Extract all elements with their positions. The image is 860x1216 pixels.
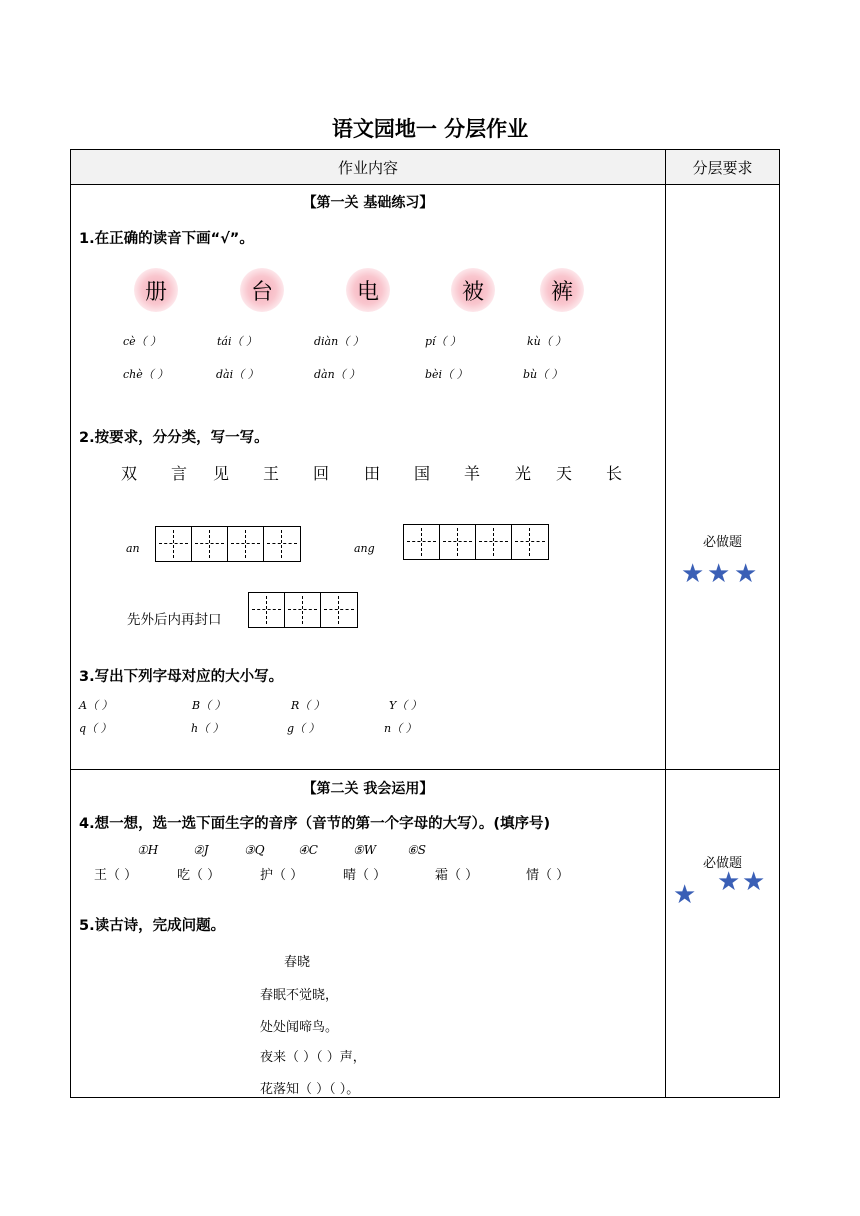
pinyin-option[interactable]: diàn（ ）	[314, 335, 364, 348]
sequence-blank[interactable]: 晴（ ）	[343, 868, 387, 883]
q2-char: 光	[515, 464, 532, 483]
level2-heading: 【第二关 我会运用】	[302, 781, 434, 797]
q2-char: 国	[414, 464, 431, 483]
pinyin-option[interactable]: dàn（ ）	[314, 368, 361, 381]
sequence-option: ③Q	[244, 843, 265, 857]
sequence-option: ⑥S	[407, 843, 426, 857]
flower-char-3: 电	[346, 268, 390, 312]
table-border-left	[70, 149, 71, 1098]
poem-line[interactable]: 花落知（ ）（ ）。	[260, 1082, 360, 1097]
flower-char-4: 被	[451, 268, 495, 312]
pinyin-option[interactable]: bù（ ）	[523, 368, 563, 381]
star-icon: ★	[681, 559, 705, 589]
sequence-option: ⑤W	[353, 843, 377, 857]
writing-grid-an[interactable]	[155, 526, 301, 562]
q2-prompt: 2.按要求，分分类，写一写。	[79, 430, 269, 446]
star-icon: ★	[734, 559, 758, 589]
table-border-bottom	[70, 1097, 780, 1098]
level2-requirement: 必做题	[702, 856, 742, 871]
poem-line: 春眠不觉晓，	[260, 988, 339, 1003]
table-border-mid	[70, 769, 780, 770]
pinyin-option[interactable]: bèi（ ）	[425, 368, 468, 381]
sequence-option: ①H	[137, 843, 159, 857]
flower-char-1: 册	[134, 268, 178, 312]
pinyin-option[interactable]: chè（ ）	[123, 368, 169, 381]
star-icon: ★	[707, 559, 731, 589]
letter-blank[interactable]: n（ ）	[384, 722, 417, 735]
writing-grid-ang[interactable]	[403, 524, 549, 560]
page-title: 语文园地一 分层作业	[331, 117, 529, 141]
letter-blank[interactable]: A（ ）	[79, 699, 113, 712]
q4-prompt: 4.想一想，选一选下面生字的音序（音节的第一个字母的大写）。(填序号)	[79, 816, 551, 832]
level1-requirement: 必做题	[702, 535, 742, 550]
flower-char-5: 裤	[540, 268, 584, 312]
sequence-blank[interactable]: 护（ ）	[260, 868, 304, 883]
table-border-right	[779, 149, 780, 1098]
pinyin-option[interactable]: dài（ ）	[216, 368, 259, 381]
star-icon: ★	[717, 867, 741, 897]
flower-char-2: 台	[240, 268, 284, 312]
letter-blank[interactable]: B（ ）	[192, 699, 226, 712]
label-an: an	[126, 542, 140, 555]
pinyin-option[interactable]: tái（ ）	[217, 335, 257, 348]
letter-blank[interactable]: g（ ）	[287, 722, 320, 735]
letter-blank[interactable]: q（ ）	[79, 722, 112, 735]
star-icon: ★	[742, 867, 766, 897]
q2-char: 羊	[464, 464, 481, 483]
letter-blank[interactable]: R（ ）	[291, 699, 325, 712]
pinyin-option[interactable]: kù（ ）	[527, 335, 567, 348]
writing-grid-order[interactable]	[248, 592, 358, 628]
q2-char: 见	[213, 464, 230, 483]
q2-char: 长	[606, 464, 623, 483]
table-border-divider	[665, 149, 666, 1098]
level1-heading: 【第一关 基础练习】	[302, 195, 434, 211]
sequence-blank[interactable]: 吃（ ）	[177, 868, 221, 883]
q2-char: 回	[313, 464, 330, 483]
table-border-top	[70, 149, 780, 150]
label-stroke-order: 先外后内再封口	[127, 612, 222, 628]
sequence-option: ④C	[298, 843, 318, 857]
column-header-content: 作业内容	[337, 159, 398, 177]
poem-line[interactable]: 夜来（ ）（ ）声，	[260, 1050, 366, 1065]
pinyin-option[interactable]: pí（ ）	[425, 335, 462, 348]
q2-char: 王	[263, 464, 280, 483]
q1-prompt: 1.在正确的读音下画“√”。	[79, 231, 254, 247]
q2-char: 天	[556, 464, 573, 483]
poem-line: 处处闻啼鸟。	[260, 1020, 339, 1035]
column-header-requirement: 分层要求	[692, 159, 753, 177]
letter-blank[interactable]: Y（ ）	[389, 699, 422, 712]
sequence-blank[interactable]: 情（ ）	[526, 868, 570, 883]
q2-char: 言	[171, 464, 188, 483]
star-icon: ★	[673, 880, 697, 910]
sequence-blank[interactable]: 霜（ ）	[435, 868, 479, 883]
table-border-header	[70, 184, 780, 185]
q2-char: 田	[364, 464, 381, 483]
q3-prompt: 3.写出下列字母对应的大小写。	[79, 669, 284, 685]
q2-char: 双	[121, 464, 138, 483]
sequence-blank[interactable]: 王（ ）	[94, 868, 138, 883]
q5-prompt: 5.读古诗，完成问题。	[79, 918, 226, 934]
letter-blank[interactable]: h（ ）	[191, 722, 224, 735]
label-ang: ang	[354, 542, 375, 555]
pinyin-option[interactable]: cè（ ）	[123, 335, 162, 348]
sequence-option: ②J	[193, 843, 209, 857]
poem-title: 春晓	[284, 955, 311, 970]
